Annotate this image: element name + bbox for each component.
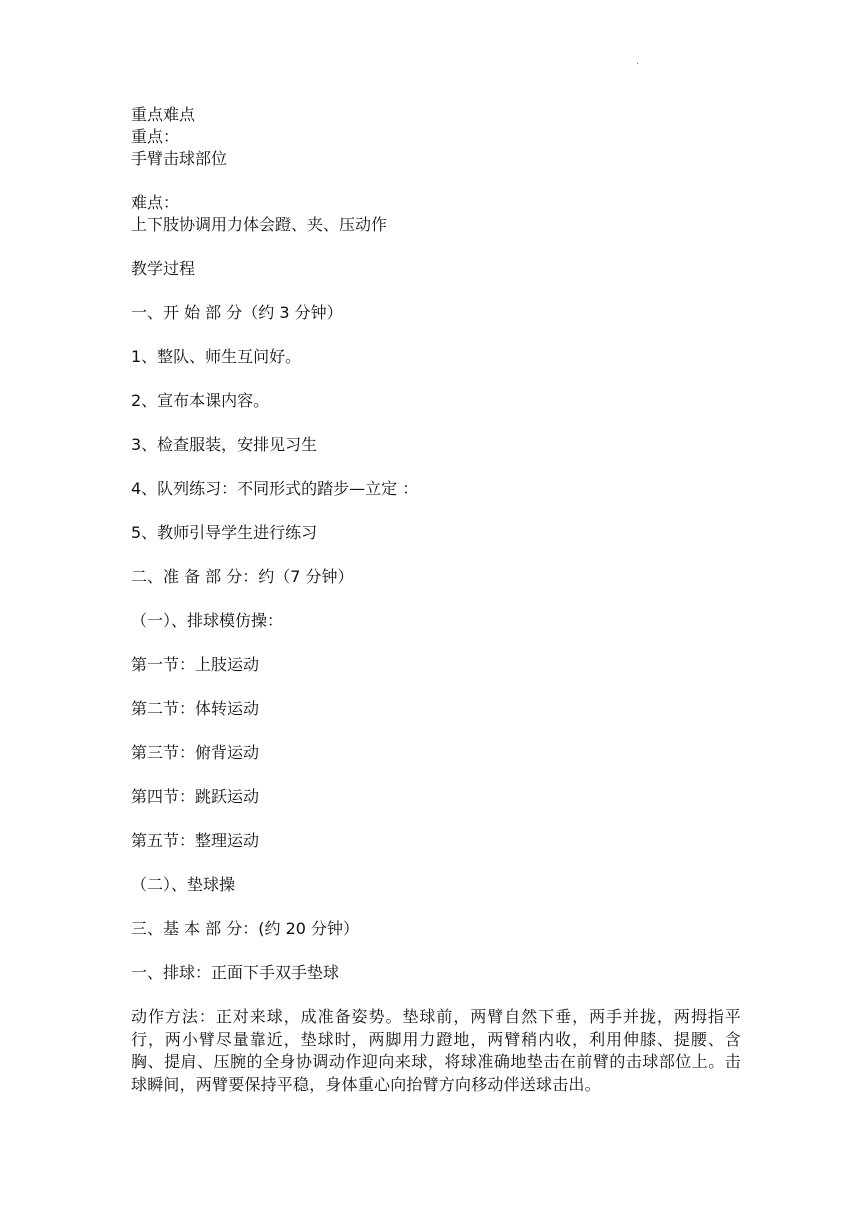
part2-subheading: （二）、垫球操 (131, 875, 236, 894)
exercise-section: 第三节：俯背运动 (131, 743, 260, 762)
document-body (131, 104, 741, 1096)
key-point-label: 重点： (131, 127, 180, 146)
focus-heading: 重点难点 (131, 105, 196, 124)
part1-item: 5、教师引导学生进行练习 (131, 523, 318, 542)
difficulty-label: 难点： (131, 193, 180, 212)
key-point-text: 手臂击球部位 (131, 149, 228, 168)
process-heading: 教学过程 (131, 259, 196, 278)
part1-item: 1、整队、师生互问好。 (131, 347, 302, 366)
exercise-section: 第四节：跳跃运动 (131, 787, 260, 806)
exercise-section: 第二节：体转运动 (131, 699, 260, 718)
exercise-section: 第一节：上肢运动 (131, 655, 260, 674)
part3-item: 一、排球：正面下手双手垫球 (131, 963, 340, 982)
part2-subheading: （一）、排球模仿操： (131, 611, 284, 630)
exercise-section: 第五节：整理运动 (131, 831, 260, 850)
part1-title: 一、开 始 部 分（约 3 分钟） (131, 303, 343, 322)
difficulty-text: 上下肢协调用力体会蹬、夹、压动作 (131, 215, 388, 234)
part3-title: 三、基 本 部 分：(约 20 分钟） (131, 919, 360, 938)
method-paragraph: 动作方法：正对来球，成准备姿势。垫球前，两臂自然下垂，两手并拢，两拇指平行，两小臂尽量靠近，垫球时，两脚用力蹬地，两臂稍内收，利用伸膝、提腰、含胸、提肩、压腕的全身协调动作迎向来球，将球准确地垫击在前臂的击球部位上。击球瞬间，两臂要保持平稳，身体重心向抬臂方向移动伴送球击出。 (131, 1007, 741, 1094)
part2-title: 二、准 备 部 分：约（7 分钟） (131, 567, 354, 586)
part1-item: 4、队列练习：不同形式的踏步—立定 ： (131, 479, 419, 498)
part1-item: 2、宣布本课内容。 (131, 391, 270, 410)
part1-item: 3、检查服装，安排见习生 (131, 435, 318, 454)
header-mark: . (636, 56, 640, 67)
